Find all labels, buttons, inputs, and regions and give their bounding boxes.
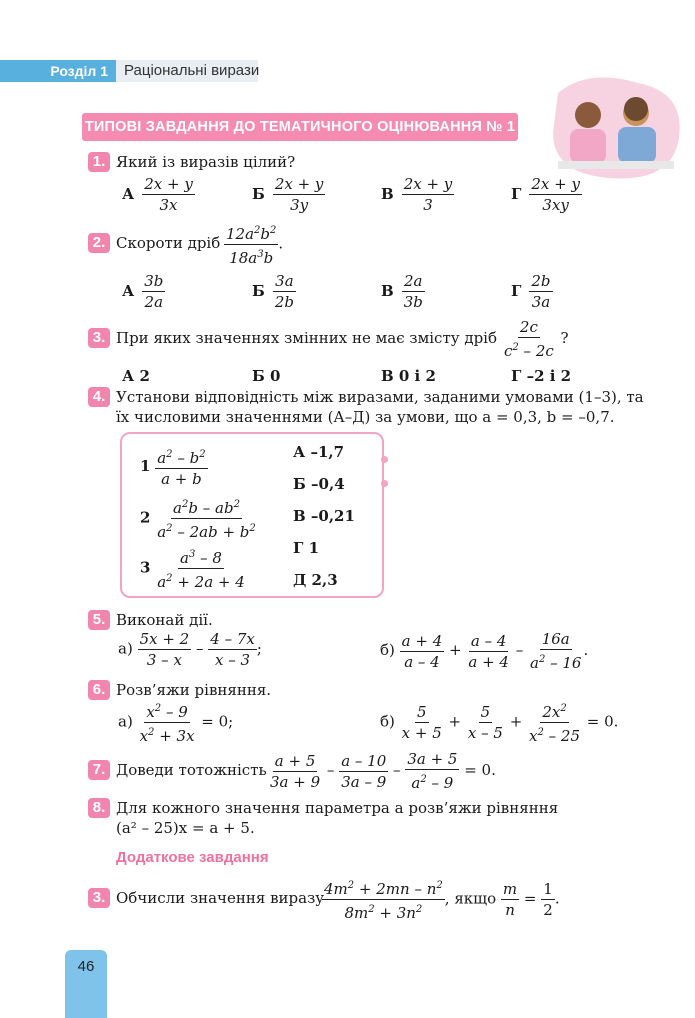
task-4-line1: Установи відповідність між виразами, заданими умовами (1–3), та — [116, 388, 644, 406]
banner-title: ТИПОВІ ЗАВДАННЯ ДО ТЕМАТИЧНОГО ОЦІНЮВАННЯ № 1 — [82, 113, 518, 141]
students-photo — [548, 73, 684, 183]
fraction: $\frac{3a}{2b}$ — [274, 272, 294, 311]
task-2-option-a — [122, 272, 165, 311]
fraction: $\frac{2x + y}{3xy}$ — [531, 175, 580, 214]
option-label: Б — [252, 281, 265, 300]
task-2-text: Скороти дріб — [116, 234, 221, 252]
match-expression-2: 2 $\frac{a^2b - ab^2}{a^2 - 2ab + b^2}$ — [140, 496, 258, 541]
match-expression-3: 3 $\frac{a^3 - 8}{a^2 + 2a + 4}$ — [140, 546, 247, 591]
task-3-option-b: Б 0 — [252, 367, 281, 385]
task-5-part-a: а) $\frac{5x + 2}{3 - x}$ – $\frac{4 - 7x}{x - 3}$ ; — [118, 630, 262, 669]
task-2-number: 2. — [88, 233, 110, 253]
option-label: А — [122, 281, 135, 300]
match-value-e: Д 2,3 — [293, 571, 338, 589]
match-expression-1: 1 $\frac{a^2 - b^2}{a + b}$ — [140, 446, 208, 488]
task-1-option-b — [252, 175, 325, 214]
extra-task-expression: $\frac{4m^2 + 2mn - n^2}{8m^2 + 3n^2}$ , якщо $\frac{m}{n}$ = $\frac{1}{2}$ . — [322, 877, 560, 922]
option-label: В — [381, 281, 394, 300]
match-value-d: Г 1 — [293, 539, 320, 557]
option-label: В — [381, 184, 394, 203]
fraction: $\frac{2x + y}{3}$ — [403, 175, 453, 214]
task-3-expression: $\frac{2c}{c^2 - 2c}$ ? — [504, 318, 569, 360]
extra-task-number: 3. — [88, 888, 110, 908]
fraction: $\frac{2x + y}{3y}$ — [274, 175, 324, 214]
task-1-number: 1. — [88, 152, 110, 172]
task-4-line2: їх числовими значеннями (А–Д) за умови, що a = 0,3, b = –0,7. — [116, 408, 615, 426]
task-2-option-d — [511, 272, 553, 311]
task-8-line2: (a² – 25)x = a + 5. — [116, 819, 255, 837]
match-value-a: А –1,7 — [293, 443, 345, 461]
task-5-number: 5. — [88, 610, 110, 630]
connector-dot — [381, 456, 388, 463]
option-label: А — [122, 184, 135, 203]
match-value-c: В –0,21 — [293, 507, 355, 525]
task-6-part-a: а) $\frac{x^2 - 9}{x^2 + 3x}$ = 0; — [118, 700, 233, 745]
option-label: Б — [252, 184, 265, 203]
task-1-option-d — [511, 175, 582, 214]
section-title: Раціональні вирази — [124, 62, 260, 79]
task-8-line1: Для кожного значення параметра a розв’яжи рівняння — [116, 799, 559, 817]
task-2-expression: $\frac{12a^2b^2}{18a^3b}$ . — [224, 222, 283, 267]
connector-dot — [381, 480, 388, 487]
task-3-option-c: В 0 і 2 — [381, 367, 436, 385]
task-7-text: Доведи тотожність — [116, 761, 267, 779]
task-6-text: Розв’яжи рівняння. — [116, 681, 272, 699]
task-1-option-c — [381, 175, 454, 214]
match-value-b: Б –0,4 — [293, 475, 345, 493]
task-6-number: 6. — [88, 680, 110, 700]
task-3-option-a: А 2 — [122, 367, 150, 385]
task-8-number: 8. — [88, 798, 110, 818]
task-1-text: Який із виразів цілий? — [116, 153, 296, 171]
task-1-option-a — [122, 175, 195, 214]
fraction: $\frac{3b}{2a}$ — [144, 272, 164, 311]
task-2-option-c — [381, 272, 425, 311]
task-5-part-b: б) $\frac{a + 4}{a - 4}$ + $\frac{a - 4}{a + 4}$ – $\frac{16a}{a^2 - 16}$ . — [380, 630, 589, 672]
extra-task-heading: Додаткове завдання — [116, 849, 269, 866]
task-2-option-b — [252, 272, 296, 311]
extra-task-text: Обчисли значення виразу — [116, 889, 325, 907]
task-3-option-d: Г –2 і 2 — [511, 367, 572, 385]
task-7-number: 7. — [88, 760, 110, 780]
fraction: $\frac{2b}{3a}$ — [531, 272, 551, 311]
section-label: Розділ 1 — [0, 60, 116, 82]
task-5-text: Виконай дії. — [116, 611, 213, 629]
page-number: 46 — [77, 958, 95, 975]
task-7-expression: $\frac{a + 5}{3a + 9}$ – $\frac{a - 10}{3a - 9}$ – $\frac{3a + 5}{a^2 - 9}$ = 0. — [270, 750, 496, 792]
fraction: $\frac{2a}{3b}$ — [403, 272, 423, 311]
task-3-number: 3. — [88, 328, 110, 348]
task-6-part-b: б) $\frac{5}{x + 5}$ + $\frac{5}{x - 5}$ + $\frac{2x^2}{x^2 - 25}$ = 0. — [380, 700, 618, 745]
option-label: Г — [511, 184, 522, 203]
option-label: Г — [511, 281, 522, 300]
task-4-number: 4. — [88, 387, 110, 407]
fraction: $\frac{2x + y}{3x}$ — [144, 175, 193, 214]
task-3-text: При яких значеннях змінних не має змісту дріб — [116, 329, 498, 347]
